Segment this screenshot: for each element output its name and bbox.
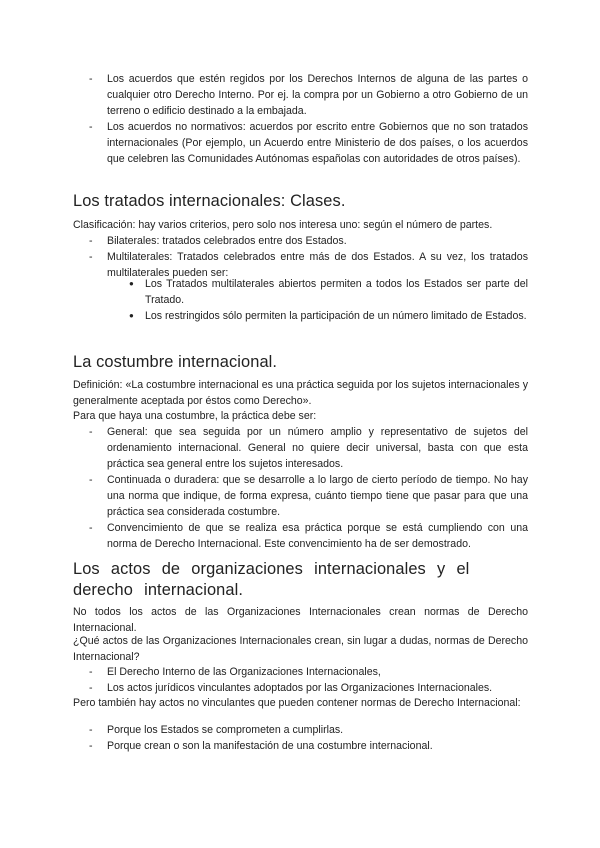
list-item: - Los acuerdos no normativos: acuerdos por escrito entre Gobiernos que no son tratados internacionales (Por ejemplo, un Acuerdo entre Ministerio de dos países, o los acuerdos que celebren las Comunidades Autónomas españolas con autoridades de otros países). (89, 121, 528, 165)
list-item: - Porque los Estados se comprometen a cumplirlas. (89, 724, 344, 736)
list-item: - Bilaterales: tratados celebrados entre dos Estados. (89, 235, 347, 247)
actos-list-2 (89, 722, 528, 754)
multilateral-sublist (129, 276, 528, 324)
intro-list (89, 71, 528, 167)
lead-paragraph: Para que haya una costumbre, la práctica debe ser: (73, 410, 317, 422)
list-item: - Porque crean o son la manifestación de una costumbre internacional. (89, 740, 433, 752)
list-item: ● Los restringidos sólo permiten la participación de un número limitado de Estados. (129, 310, 527, 322)
list-item: - Los acuerdos que estén regidos por los Derechos Internos de alguna de las partes o cualquier otro Derecho Interno. Por ej. la compra por un Gobierno a otro Gobierno de un terreno o edificio destinado a la embajada. (89, 73, 528, 117)
costumbre-list (89, 424, 528, 552)
actos-paragraph-2: ¿Qué actos de las Organizaciones Internacionales crean, sin lugar a dudas, normas de Derecho Internacional? (73, 635, 528, 663)
list-item: - Continuada o duradera: que se desarrolle a lo largo de cierto período de tiempo. No hay una norma que indique, de forma expresa, cuánto tiempo tiene que pasar para que una práctica sea considerada costumbre. (89, 474, 528, 518)
section-title-actos: Los actos de organizaciones internacionales y el derecho internacional. (73, 560, 470, 599)
list-item: - El Derecho Interno de las Organizaciones Internacionales, (89, 666, 381, 678)
list-item: - Convencimiento de que se realiza esa práctica porque se está cumpliendo con una norma de Derecho Internacional. Este convencimiento ha de ser demostrado. (89, 522, 528, 550)
list-item: - Los actos jurídicos vinculantes adoptados por las Organizaciones Internacionales. (89, 682, 493, 694)
actos-paragraph-1: No todos los actos de las Organizaciones Internacionales crean normas de Derecho Internacional. (73, 606, 528, 634)
list-item: - Multilaterales: Tratados celebrados entre más de dos Estados. A su vez, los tratados multilaterales pueden ser: (89, 251, 528, 279)
list-item: ● Los Tratados multilaterales abiertos permiten a todos los Estados ser parte del Tratado. (129, 278, 528, 306)
list-item: - General: que sea seguida por un número amplio y representativo de sujetos del ordenamiento internacional. General no quiere decir universal, basta con que esta práctica sea general entre los sujetos interesados. (89, 426, 528, 470)
actos-paragraph-3: Pero también hay actos no vinculantes que pueden contener normas de Derecho Internacional: (73, 697, 521, 709)
actos-list-1 (89, 664, 528, 696)
definition-paragraph: Definición: «La costumbre internacional es una práctica seguida por los sujetos internacionales y generalmente aceptada por éstos como Derecho». (73, 379, 528, 407)
classification-paragraph: Clasificación: hay varios criterios, pero solo nos interesa uno: según el número de partes. (73, 219, 493, 231)
section-title-costumbre: La costumbre internacional. (73, 353, 278, 371)
tratados-list (89, 233, 528, 281)
section-title-tratados: Los tratados internacionales: Clases. (73, 192, 346, 210)
